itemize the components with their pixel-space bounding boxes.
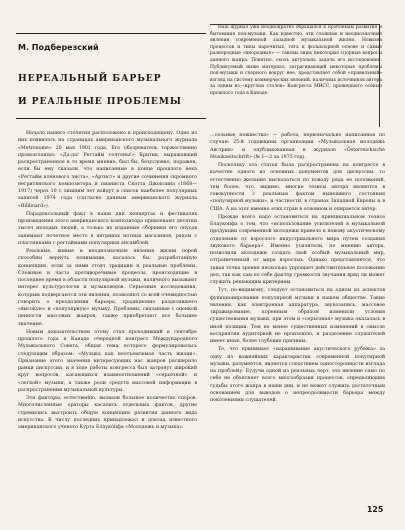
right-paragraph: Прежде всего надо остановиться на принципиальном тезисе Блаукопфа о том, что «использование усилителей в музыкальной продукции современной молодежи привело к новому акустическому отделению от взрослого индустриального мира путем создания звукового барьера». Именно усилители, по мнению автора, позволили молодежи создать свой особый музыкальный мир, отграниченный от мира взрослых. Однако представляется, что такая точка зрения несколько упрощает действительное положение дел, так как сам по себе фактор громкости звучания вряд ли может служить решающим критерием.	[210, 214, 385, 285]
right-paragraph: То, что принимает «нарашивание акустического рубежа» за одну из важнейших характеристик современной популярной музыки, разумеется, является следствием односторонности взгляда на проблему. Будучи одной из реальных черт, это явление само по себе не объясняет всего многообразия процессов, определяющих судьбы этого жанра в наши дни, и не может служить достаточным основанием для выводов о непреодолимости барьера между поколениями слушателей.	[210, 347, 385, 403]
header-top-rule	[16, 33, 206, 34]
left-paragraph: Эти факторы, естественно, вызвали большое количество споров. Многочисленные ораторы касались отдельных фактов, другие стремились выстроить общую концепцию развития данного вида искусства. К числу последних принадлежал и доклад известного американского ученого Курта Блаукопфа «Молодежь и музыка».	[18, 396, 197, 430]
right-paragraph: …сельные новшества» — работа, первоначально написанная по случаю 25-й годовщины организации «Музыкальная молодежь Австрии» и опубликованная в журнале «Österreichische Musikzeitschrift» (№ 1—2 за 1975 год).	[210, 133, 385, 160]
page-number: 125	[367, 505, 384, 514]
left-text-column	[18, 130, 197, 495]
left-paragraph: Реальные, живые и неоднозначные явления жизни порой способны вернуть понимание, касалось бы, разработанную концепцию, если за ними стоят традиции и реальные проблемы. Сложные и часто противоречивые процессы, происходящие в последнее время в области популярной музыки, наличного вызывают интерес культурологов и музыковедов. Серьезные исследования, которым подвергаются эти явления, позволяют со всей очевидностью говорить о преодолении барьера, традиционно разделявшего «высокую» и «популярную» музыку. Проблемы, связанные с оценкой ценности массовых жанров, также приобретают все большее значение.	[18, 249, 197, 327]
left-paragraph: Начало нашего столетия расположено к происходящему. Одно из них появилось на страницах американского музыкального журнала «Metronome» 20 мая 1901 года. Его обозреватель торжественно провозглашал: «Да-да! Регтайм сочтены!» Критик, выражавший распространенное в то время мнение, был бы, безусловно, поражен, если бы ему сказали, что написанные в конце прошлого века «Регтайм кленового листа», «Артист» и другие сочинения скромного негритянского композитора и пианиста Скотта Джоплина (1868—1917) через 10 с лишним лет войдут в список наиболее популярных записей 1974 года (согласно данным американского журнала «Billboard»).	[18, 131, 197, 209]
editorial-note-text: Наш журнал уже неоднократно обращался к проблемам развития и бытования поп-музыки. Как известно, эти сложные и неоднозначные явления современной западной музыкальной жизни. Новизна процессов и типы нарочитых, тяга к фольклорной основе и самые разнородные «инородные» — таковы лишь некоторые спорные вопросы данного жанра. Понятно, сколь актуальна задача его исследования. Публикуемый ниже материал, затрагивающий некоторые проблемы поп-музыки и спорного вокруг нее, представляет собой «правильный» взгляд на систему коммерческих явлений, наличных источников автора за одним из «круглых столов» Конгресса МИСС, прошедшего осенью прошлого года в Канаде.	[210, 25, 382, 96]
right-paragraph: Поскольку эта статья была распространена на конгрессе в качестве одного из основных документов для дискуссии, то естественно желание высказаться по поводу ряда ее положений, тем более, что, видимо, многие тезисы автора являются в совокупности с реальным фактом нынешнего состояния «популярной музыки», и частности, в странах Западной Европы и в США. А на этот именно этих стран в основном и опирается автор.	[210, 163, 385, 212]
left-paragraph: Парадоксальный факт в наши дни концертах и фестивалях произведения этого американского композитора привлекают десятки тысяч молодых людей, а только их изданные сборники его опусов занимают почетное место в витринах нотных магазинов, рядом с пластинками с регтаймами популярных ансамблей.	[18, 211, 197, 246]
article-title-line-2: И РЕАЛЬНЫЕ ПРОБЛЕМЫ	[18, 96, 182, 107]
right-text-column	[210, 132, 385, 500]
article-title-line-1: НЕРЕАЛЬНЫЙ БАРЬЕР	[18, 73, 162, 84]
left-paragraph: Новым доказательством этому стал проходивший в сентябре прошлого года в Канаде очередной конгресс Международного Музыкального Совета, общая тема которого формулировалась следующим образом: «Музыка как неотъемлемая часть жизни». Признание этого значения интересующих нас жанров расширило рамки дискуссии, и в ходе работы конгресса был затронут широкий круг вопросов, касающихся взаимоотношений «серьезной» и «легкой» музыки, а также роли средств массовой информации в распространении музыкальной культуры.	[18, 329, 197, 393]
editorial-note	[210, 25, 382, 126]
header-bottom-rule	[16, 118, 206, 119]
article-author: М. Подберезский	[18, 43, 99, 52]
right-paragraph: Тут, по-видимому, следует остановиться на одном из аспектов функционирования популярной музыки в нашем обществе. Такие явления, как электронная аппаратура, звукозапись, массовое тиражирование, коренным образом изменили условия существования музыки, при этом и «серьезная» музыка оказалась в иной позиции. Тем не менее существенных изменений в смысле восприятия аудиторией не произошло, и разделение слушателей имеет иные, более глубокие причины.	[210, 288, 385, 344]
